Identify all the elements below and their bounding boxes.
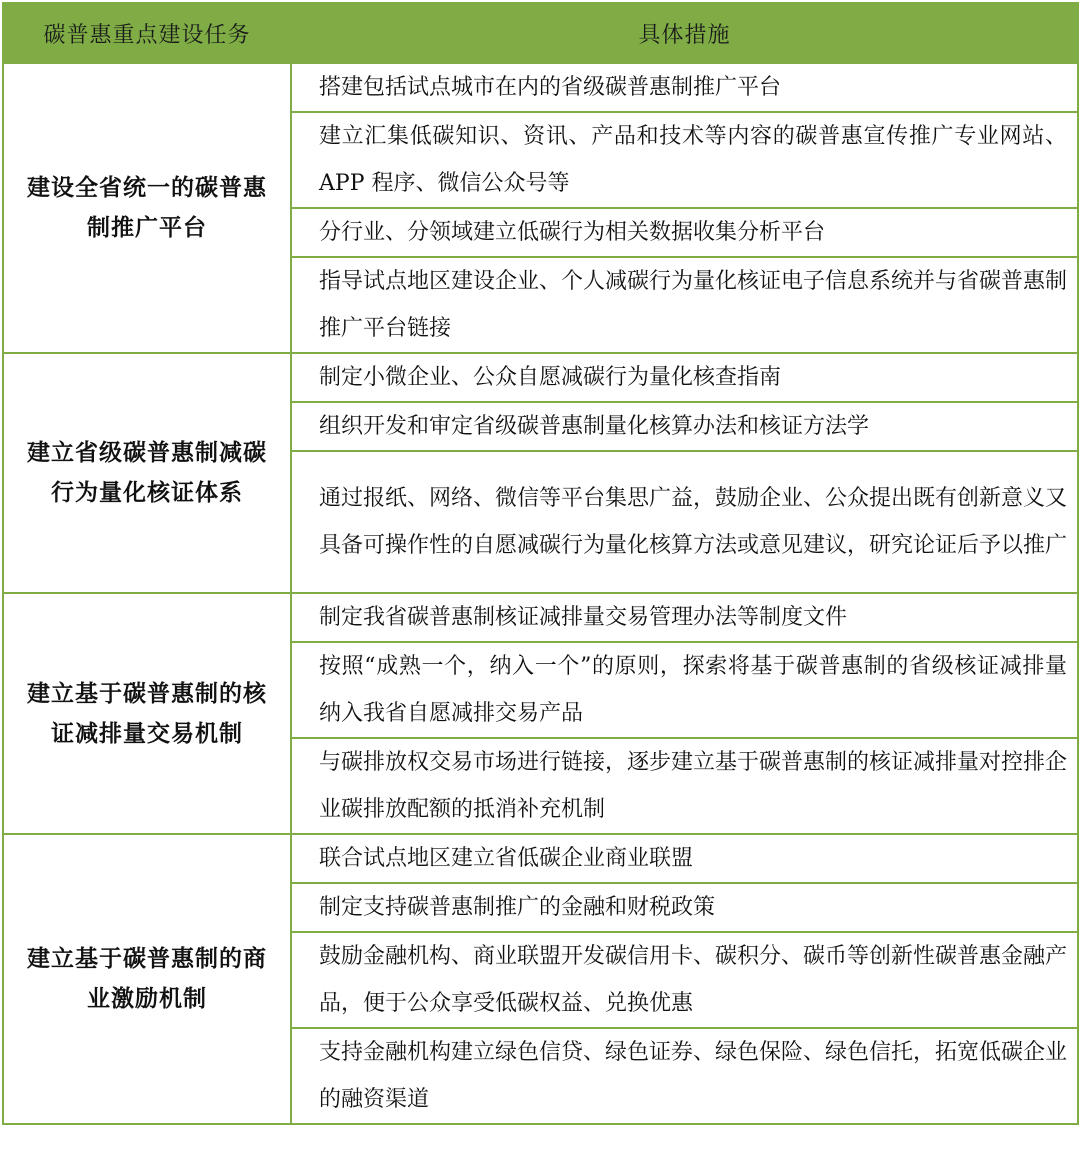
task-cell: 建立省级碳普惠制减碳行为量化核证体系 xyxy=(3,353,291,593)
measure-cell: 联合试点地区建立省低碳企业商业联盟 xyxy=(291,834,1078,883)
measure-cell: 制定支持碳普惠制推广的金融和财税政策 xyxy=(291,883,1078,932)
measure-cell: 建立汇集低碳知识、资讯、产品和技术等内容的碳普惠宣传推广专业网站、APP 程序、微信公众号等 xyxy=(291,112,1078,208)
table-row xyxy=(3,834,1078,883)
header-measure: 具体措施 xyxy=(291,3,1078,63)
measure-cell: 鼓励金融机构、商业联盟开发碳信用卡、碳积分、碳币等创新性碳普惠金融产品，便于公众享受低碳权益、兑换优惠 xyxy=(291,932,1078,1028)
header-row xyxy=(3,3,1078,63)
measure-cell: 与碳排放权交易市场进行链接，逐步建立基于碳普惠制的核证减排量对控排企业碳排放配额的抵消补充机制 xyxy=(291,738,1078,834)
task-cell: 建设全省统一的碳普惠制推广平台 xyxy=(3,63,291,353)
measure-cell: 组织开发和审定省级碳普惠制量化核算办法和核证方法学 xyxy=(291,402,1078,451)
table-row xyxy=(3,63,1078,112)
header-task: 碳普惠重点建设任务 xyxy=(3,3,291,63)
table-row xyxy=(3,593,1078,642)
measure-cell: 分行业、分领域建立低碳行为相关数据收集分析平台 xyxy=(291,208,1078,257)
measure-cell: 制定小微企业、公众自愿减碳行为量化核查指南 xyxy=(291,353,1078,402)
table-row xyxy=(3,353,1078,402)
measure-cell: 支持金融机构建立绿色信贷、绿色证券、绿色保险、绿色信托，拓宽低碳企业的融资渠道 xyxy=(291,1028,1078,1124)
measures-table xyxy=(2,2,1079,1125)
task-cell: 建立基于碳普惠制的商业激励机制 xyxy=(3,834,291,1124)
measure-cell: 通过报纸、网络、微信等平台集思广益，鼓励企业、公众提出既有创新意义又具备可操作性的自愿减碳行为量化核算方法或意见建议，研究论证后予以推广 xyxy=(291,451,1078,593)
task-cell: 建立基于碳普惠制的核证减排量交易机制 xyxy=(3,593,291,834)
measure-cell: 按照“成熟一个，纳入一个”的原则，探索将基于碳普惠制的省级核证减排量纳入我省自愿减排交易产品 xyxy=(291,642,1078,738)
measure-cell: 搭建包括试点城市在内的省级碳普惠制推广平台 xyxy=(291,63,1078,112)
measure-cell: 指导试点地区建设企业、个人减碳行为量化核证电子信息系统并与省碳普惠制推广平台链接 xyxy=(291,257,1078,353)
measure-cell: 制定我省碳普惠制核证减排量交易管理办法等制度文件 xyxy=(291,593,1078,642)
